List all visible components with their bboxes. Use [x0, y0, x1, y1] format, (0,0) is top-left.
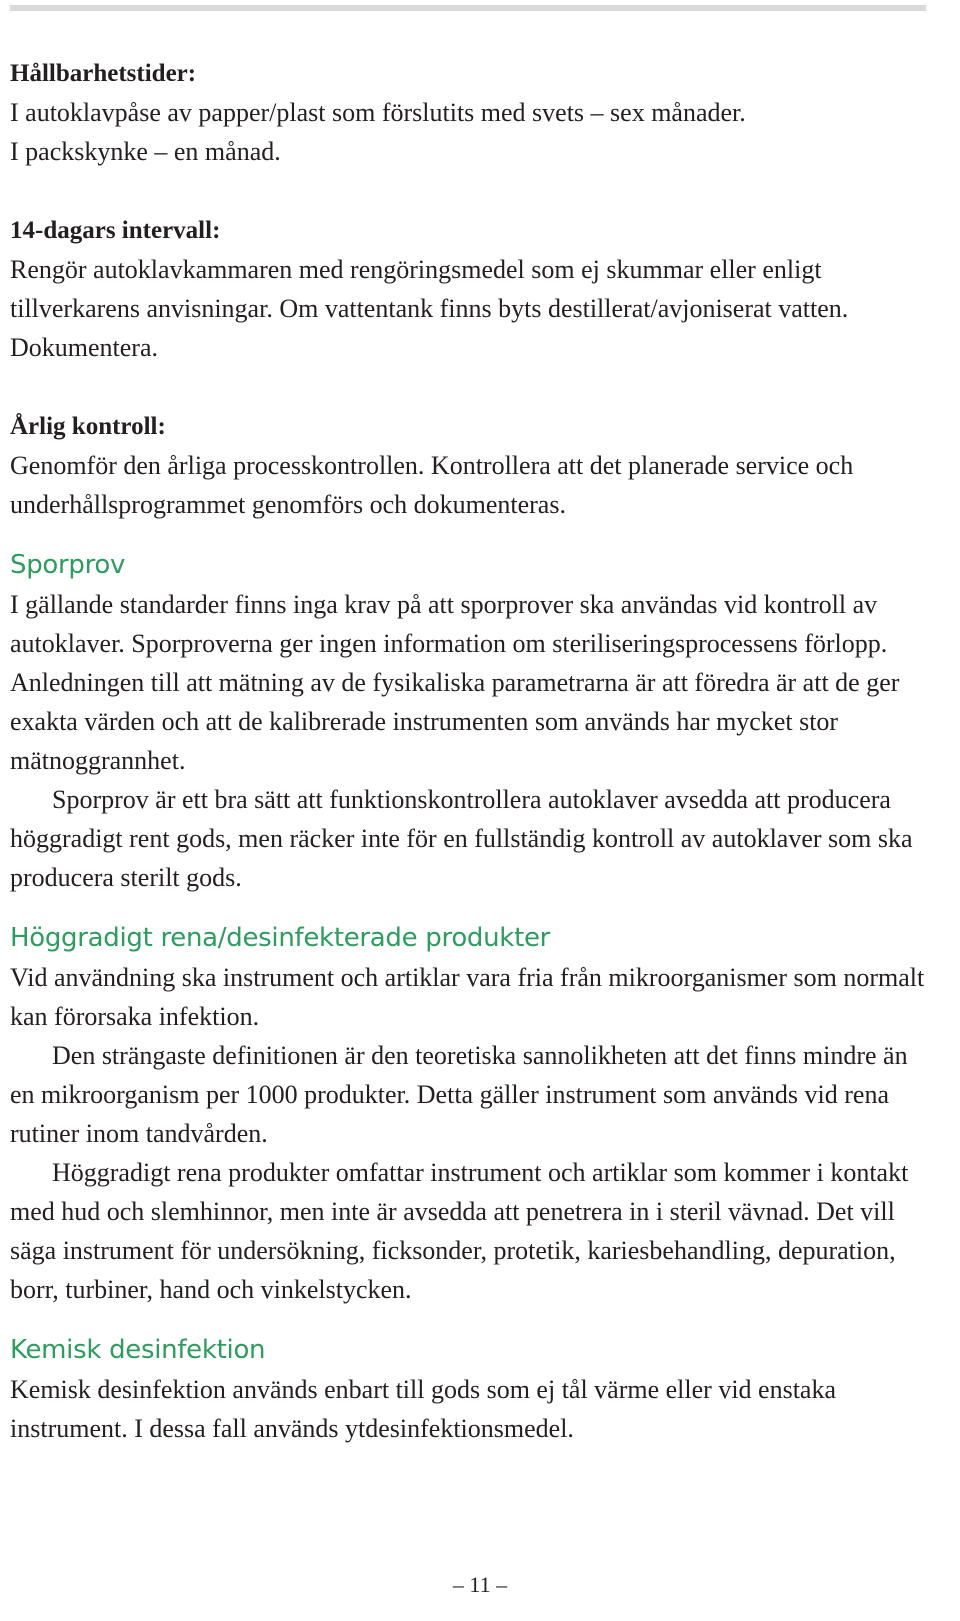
top-rule: [10, 5, 926, 11]
paragraph: I packskynke – en månad.: [10, 137, 281, 166]
section-14-dagars-intervall: [10, 211, 926, 367]
section-heading: Kemisk desinfektion: [10, 1335, 266, 1365]
paragraph: I autoklavpåse av papper/plast som förslutits med svets – sex månader.: [10, 98, 746, 127]
paragraph: Höggradigt rena produkter omfattar instrument och artiklar som kommer i kontakt med hud och slemhinnor, men inte är avsedda att penetrera in i steril vävnad. Det vill säga instrument för undersökning, ficksonder, protetik, kariesbehandling, depuration, borr, turbiner, hand och vinkelstycken.: [10, 1158, 909, 1304]
section-sporprov: [10, 546, 926, 897]
paragraph: Vid användning ska instrument och artiklar vara fria från mikroorganismer som normalt kan förorsaka infektion.: [10, 963, 925, 1031]
paragraph: Rengör autoklavkammaren med rengöringsmedel som ej skummar eller enligt tillverkarens anvisningar. Om vattentank finns byts destillerat/avjoniserat vatten. Dokumentera.: [10, 255, 849, 362]
paragraph: Den strängaste definitionen är den teoretiska sannolikheten att det finns mindre än en mikroorganism per 1000 produkter. Detta gäller instrument som används vid rena rutiner inom tandvården.: [10, 1041, 908, 1148]
section-heading: Årlig kontroll:: [10, 413, 166, 440]
page-number: – 11 –: [452, 1572, 508, 1597]
section-heading: Sporprov: [10, 550, 126, 580]
paragraph: Genomför den årliga processkontrollen. Kontrollera att det planerade service och underhållsprogrammet genomförs och dokumenteras.: [10, 451, 854, 519]
section-arlig-kontroll: [10, 407, 926, 524]
paragraph: I gällande standarder finns inga krav på att sporprover ska användas vid kontroll av autoklaver. Sporproverna ger ingen information om steriliseringsprocessens förlopp. Anledningen till att mätning av de fysikaliska parametrarna är att föredra är att de ger exakta värden och att de kalibrerade instrumenten som används har mycket stor mätnoggrannhet.: [10, 590, 900, 775]
section-heading: Höggradigt rena/desinfekterade produkter: [10, 923, 551, 953]
section-hallbarhetstider: [10, 54, 926, 171]
paragraph: Kemisk desinfektion används enbart till gods som ej tål värme eller vid enstaka instrument. I dessa fall används ytdesinfektionsmedel.: [10, 1375, 837, 1443]
paragraph: Sporprov är ett bra sätt att funktionskontrollera autoklaver avsedda att producera höggradigt rent gods, men räcker inte för en fullständig kontroll av autoklaver som ska producera sterilt gods.: [10, 785, 913, 892]
section-kemisk-desinfektion: [10, 1331, 926, 1448]
section-hoggradigt-rena: [10, 919, 926, 1309]
section-heading: 14-dagars intervall:: [10, 217, 221, 244]
document-body: [10, 54, 926, 1448]
section-heading: Hållbarhetstider:: [10, 60, 197, 87]
